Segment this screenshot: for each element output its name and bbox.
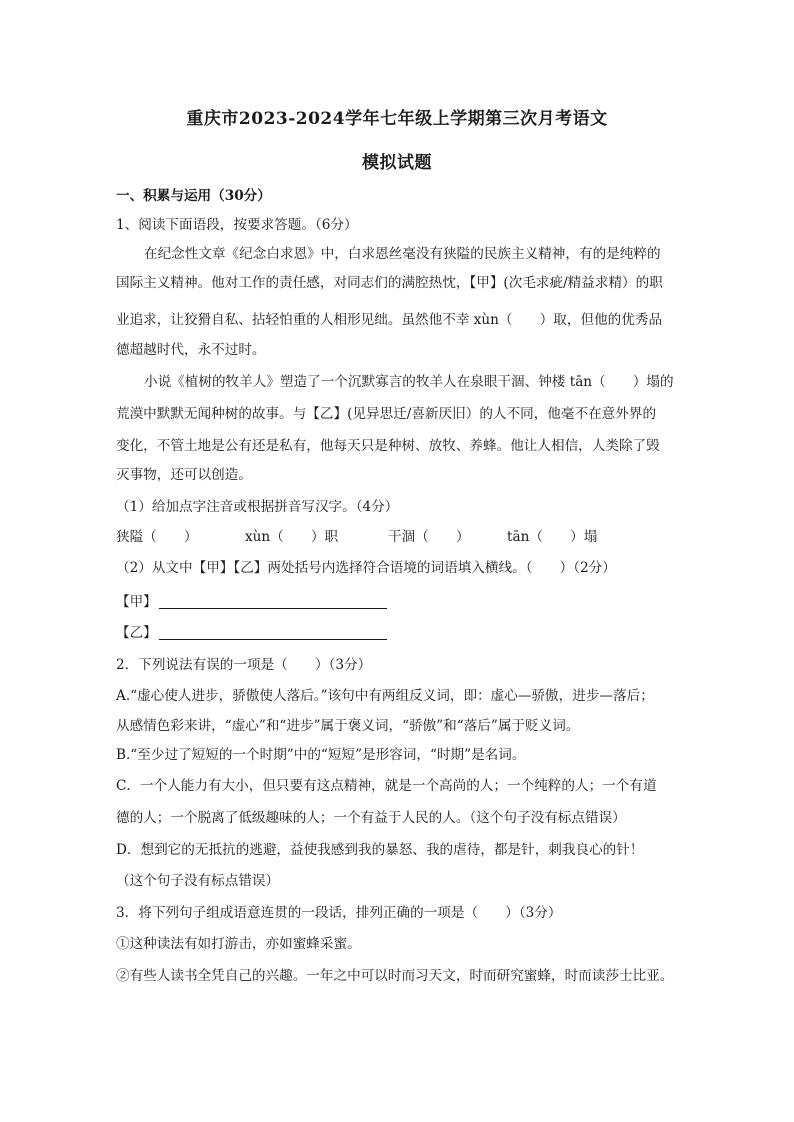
q1-item-xunzhi: xùn（ ）职	[245, 529, 339, 545]
section-heading: 一、积累与运用（30分）	[116, 188, 271, 204]
q1-paragraph-1-line-1: 在纪念性文章《纪念白求恩》中，白求恩丝毫没有狭隘的民族主义精神，有的是纯粹的	[144, 246, 661, 262]
q1-paragraph-2-line-2: 荒漠中默默无闻种树的故事。与【乙】(见异思迁/喜新厌旧）的人不同，他毫不在意外界的	[116, 406, 657, 422]
q1-item-gange: 干涸（ ）	[388, 529, 470, 545]
question-2-stem: 2．下列说法有误的一项是（ ）（3分）	[116, 657, 372, 673]
blank-jia-label: 【甲】	[116, 594, 157, 610]
q2-option-a-line-1: A.“虚心使人进步，骄傲使人落后。”该句中有两组反义词，即：虚心—骄傲，进步—落后；	[116, 688, 654, 704]
q3-sentence-1: ①这种读法有如打游击，亦如蜜蜂采蜜。	[116, 936, 361, 952]
q2-option-c-line-1: C．一个人能力有大小，但只要有这点精神，就是一个高尚的人；一个纯粹的人；一个有道	[116, 778, 657, 794]
q1-sub-question-2: （2）从文中【甲】【乙】两处括号内选择符合语境的词语填入横线。（ ）（2分）	[116, 560, 616, 576]
q1-paragraph-1-line-3: 业追求，让狡猾自私、拈轻怕重的人相形见绌。虽然他不幸 xùn（ ）取，但他的优秀品	[116, 312, 663, 328]
q1-paragraph-1-line-2: 国际主义精神。他对工作的责任感，对同志们的满腔热忱，【甲】(次毛求疵/精益求精）的职	[116, 275, 663, 291]
blank-jia-row	[116, 592, 387, 612]
q1-item-xiaai: 狭隘（ ）	[116, 529, 198, 545]
blank-yi-answer-line[interactable]	[159, 625, 387, 640]
blank-yi-label: 【乙】	[116, 625, 157, 641]
q1-paragraph-2-line-1: 小说《植树的牧羊人》塑造了一个沉默寡言的牧羊人在泉眼干涸、钟楼 tān（ ）塌的	[144, 374, 674, 390]
q2-option-b: B.“至少过了短短的一个时期”中的“短短”是形容词，“时期”是名词。	[116, 747, 526, 763]
q2-option-a-line-2: 从感情色彩来讲，“虚心”和“进步”属于褒义词，“骄傲”和“落后”属于贬义词。	[116, 718, 580, 734]
blank-yi-row	[116, 623, 387, 643]
blank-jia-answer-line[interactable]	[159, 594, 387, 609]
q2-option-c-line-2: 德的人；一个脱离了低级趣味的人；一个有益于人民的人。（这个句子没有标点错误）	[116, 810, 626, 826]
q3-sentence-2: ②有些人读书全凭自己的兴趣。一年之中可以时而习天文，时而研究蜜蜂，时而读莎士比亚。	[116, 968, 674, 984]
page-title: 重庆市2023-2024学年七年级上学期第三次月考语文	[186, 109, 608, 129]
question-1-stem: 1、阅读下面语段，按要求答题。（6分）	[116, 217, 358, 233]
q1-sub-question-1: （1）给加点字注音或根据拼音写汉字。（4分）	[116, 499, 399, 515]
q1-paragraph-2-line-3: 变化，不管土地是公有还是私有，他每天只是种树、放牧、养蜂。他让人相信，人类除了毁	[116, 438, 660, 454]
q1-paragraph-1-line-4: 德超越时代，永不过时。	[116, 342, 266, 358]
q1-item-tanta: tān（ ）塌	[507, 529, 598, 545]
q2-option-d-line-2: （这个句子没有标点错误）	[116, 873, 280, 889]
q1-paragraph-2-line-4: 灭事物，还可以创造。	[116, 467, 252, 483]
question-3-stem: 3．将下列句子组成语意连贯的一段话，排列正确的一项是（ ）（3分）	[116, 905, 562, 921]
q2-option-d-line-1: D．想到它的无抵抗的逃避，益使我感到我的暴怒、我的虐待，都是针，刺我良心的针！	[116, 842, 644, 858]
page-subtitle: 模拟试题	[362, 153, 432, 173]
